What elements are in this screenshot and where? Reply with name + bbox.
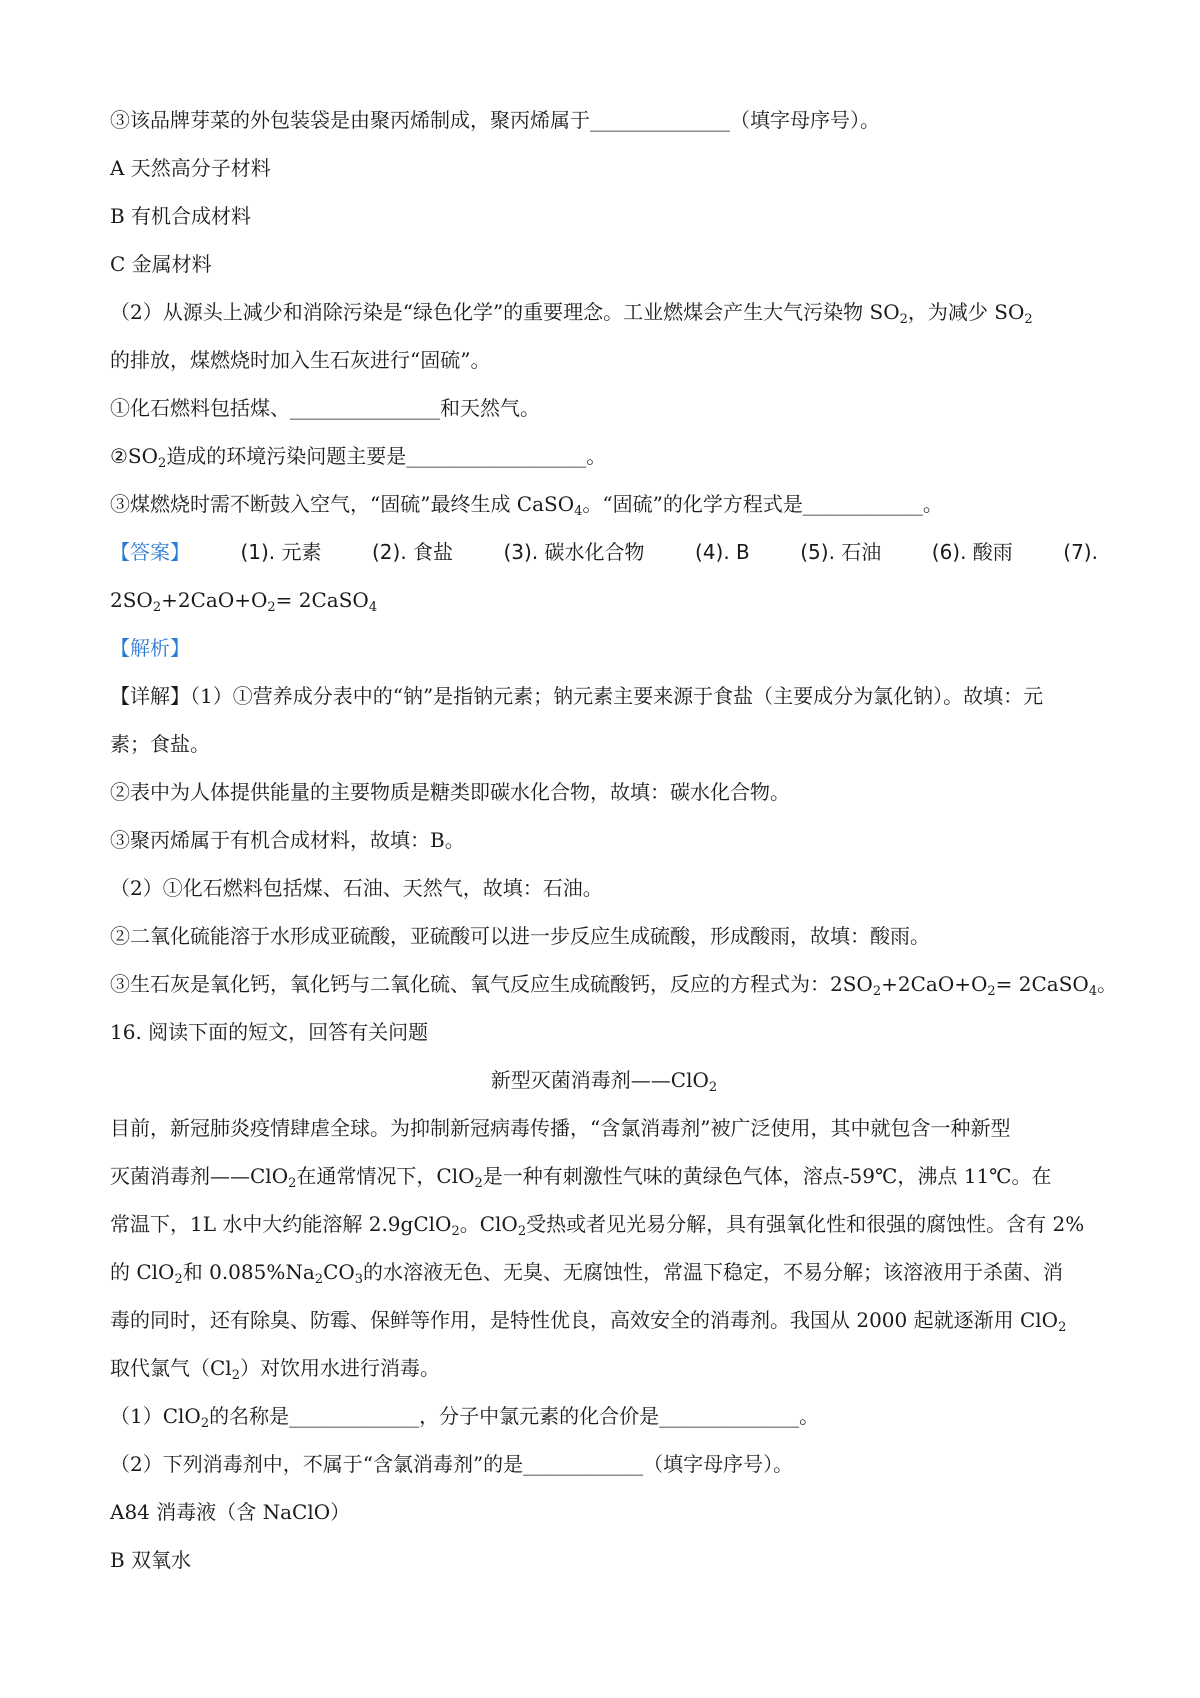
answer-row	[110, 528, 1098, 576]
document-page	[110, 96, 1118, 1584]
analysis-line4: ③聚丙烯属于有机合成材料，故填：B。	[110, 828, 465, 852]
q16-question-1: （1）ClO$_2$的名称是_____________，分子中氯元素的化合价是______________。	[110, 1404, 820, 1431]
analysis-line5: （2）①化石燃料包括煤、石油、天然气，故填：石油。	[110, 876, 603, 900]
q15-option-a: A 天然高分子材料	[110, 156, 271, 180]
analysis-detail-line2: 素；食盐。	[110, 732, 210, 756]
q16-paragraph-line5: 毒的同时，还有除臭、防霉、保鲜等作用，是特性优良，高效安全的消毒剂。我国从 2000 起就逐渐用 ClO$_2$	[110, 1308, 1067, 1335]
answer-label: 【答案】	[110, 540, 190, 564]
q15-option-b: B 有机合成材料	[110, 204, 252, 228]
answer-item-2: (2). 食盐	[371, 540, 454, 564]
q16-stem: 16. 阅读下面的短文，回答有关问题	[110, 1020, 429, 1044]
q15-part2-item2: $②SO_2$造成的环境污染问题主要是__________________。	[110, 444, 607, 471]
q16-option-b: B 双氧水	[110, 1548, 192, 1572]
q16-option-a: A84 消毒液（含 NaClO）	[110, 1500, 351, 1524]
analysis-label: 【解析】	[110, 636, 190, 660]
q16-article-title: 新型灭菌消毒剂——ClO$_2$	[490, 1068, 718, 1095]
q15-part2-item3: ③煤燃烧时需不断鼓入空气，“固硫”最终生成 CaSO$_4$。“固硫”的化学方程式是____________。	[110, 492, 943, 519]
q15-part2-item1: ①化石燃料包括煤、_______________和天然气。	[110, 396, 540, 420]
q16-paragraph-line6: 取代氯气$(Cl_2)$对饮用水进行消毒。	[110, 1356, 440, 1383]
answer-equation: $2SO_2+2CaO+O_2=$ 2CaSO$_4$	[110, 588, 378, 615]
analysis-line7: ③生石灰是氧化钙，氧化钙与二氧化硫、氧气反应生成硫酸钙，反应的方程式为：$2SO_2+2CaO+O_2=$ 2CaSO$_4$。	[110, 972, 1118, 999]
q15-part2-intro-line2: 的排放，煤燃烧时加入生石灰进行“固硫”。	[110, 348, 491, 372]
q16-paragraph-line2: 灭菌消毒剂——ClO$_2$在通常情况下，ClO$_2$是一种有刺激性气味的黄绿色气体，溶点-59℃，沸点 11℃。在	[110, 1164, 1052, 1191]
answer-item-4: (4). B	[695, 540, 750, 564]
answer-item-6: (6). 酸雨	[931, 540, 1013, 564]
q16-paragraph-line1: 目前，新冠肺炎疫情肆虐全球。为抑制新冠病毒传播，“含氯消毒剂”被广泛使用，其中就包含一种新型	[110, 1116, 1011, 1140]
analysis-detail-line1: 【详解】（1）①营养成分表中的“钠”是指钠元素；钠元素主要来源于食盐（主要成分为氯化钠）。故填：元	[110, 684, 1044, 708]
answer-item-3: (3). 碳水化合物	[503, 540, 645, 564]
answer-item-5: (5). 石油	[800, 540, 882, 564]
q15-part2-intro: （2）从源头上减少和消除污染是“绿色化学”的重要理念。工业燃煤会产生大气污染物 $SO_2$，为减少 $SO_2$	[110, 300, 1033, 327]
q16-question-2: （2）下列消毒剂中，不属于“含氯消毒剂”的是____________（填字母序号）。	[110, 1452, 794, 1476]
q15-item3-stem: ③该品牌芽菜的外包装袋是由聚丙烯制成，聚丙烯属于______________（填字母序号）。	[110, 108, 880, 132]
answer-item-7: (7).	[1063, 540, 1098, 564]
q15-option-c: C 金属材料	[110, 252, 212, 276]
analysis-line6: ②二氧化硫能溶于水形成亚硫酸，亚硫酸可以进一步反应生成硫酸，形成酸雨，故填：酸雨。	[110, 924, 930, 948]
q16-paragraph-line4: 的 ClO$_2$和 $0.085\%Na_2CO_3$的水溶液无色、无臭、无腐蚀性，常温下稳定，不易分解；该溶液用于杀菌、消	[110, 1260, 1064, 1287]
answer-item-1: (1). 元素	[240, 540, 322, 564]
q16-paragraph-line3: 常温下，1L 水中大约能溶解 2.9gClO$_2$。ClO$_2$受热或者见光易分解，具有强氧化性和很强的腐蚀性。含有 2%	[110, 1212, 1085, 1239]
analysis-line3: ②表中为人体提供能量的主要物质是糖类即碳水化合物，故填：碳水化合物。	[110, 780, 790, 804]
